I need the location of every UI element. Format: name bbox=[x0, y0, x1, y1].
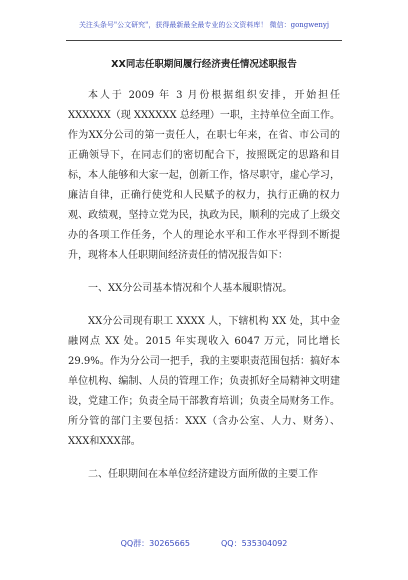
section-heading-2: 二、任职期间在本单位经济建设方面所做的主要工作 bbox=[88, 469, 318, 480]
paragraph-spacer bbox=[68, 299, 340, 312]
header-divider bbox=[66, 40, 342, 41]
document-title: XX同志任职期间履行经济责任情况述职报告 bbox=[111, 59, 297, 70]
header-banner: 关注头条号"公文研究"，获得最新最全最专业的公文资料库！ 微信：gongwenyj bbox=[78, 21, 330, 29]
footer-qq: QQ：535304092 bbox=[221, 539, 288, 548]
paragraph-spacer bbox=[68, 452, 340, 465]
footer-contact bbox=[0, 538, 408, 549]
footer-qq-group: QQ群：30265665 bbox=[120, 539, 190, 548]
section-heading-1: 一、XX分公司基本情况和个人基本履职情况。 bbox=[88, 283, 293, 294]
paragraph-branch-info: XX分公司现有职工 XXXX 人，下辖机构 XX 处，其中金融网点 XX 处。2015 年实现收入 6047 万元，同比增长29.9%。作为分公司一把手，我的主要职责范围包括：搞好本单位机构、编制、人员的管理工作；负责抓好全局精神文明建设，党建工作；负责全局干部教育培训；负责全局财务工作。所分管的部门主要包括：XXX（含办公室、人力、财务）、XXX和XXX部。 bbox=[68, 316, 340, 447]
paragraph-spacer bbox=[68, 266, 340, 279]
document-body bbox=[68, 86, 340, 485]
paragraph-intro: 本人于 2009 年 3 月份根据组织安排，开始担任XXXXXX（现 XXXXXX 总经理）一职，主持单位全面工作。作为XX分公司的第一责任人，在职七年来，在省、市公司的正确领导下，在同志们的密切配合下，按照既定的思路和目标，本人能够和大家一起，创新工作，恪尽职守，虚心学习，廉洁自律，正确行使党和人民赋予的权力，执行正确的权力观、政绩观，坚持立党为民，执政为民，顺利的完成了上级交办的各项工作任务，个人的理论水平和工作水平得到不断提升，现将本人任职期间经济责任的情况报告如下： bbox=[68, 90, 340, 261]
